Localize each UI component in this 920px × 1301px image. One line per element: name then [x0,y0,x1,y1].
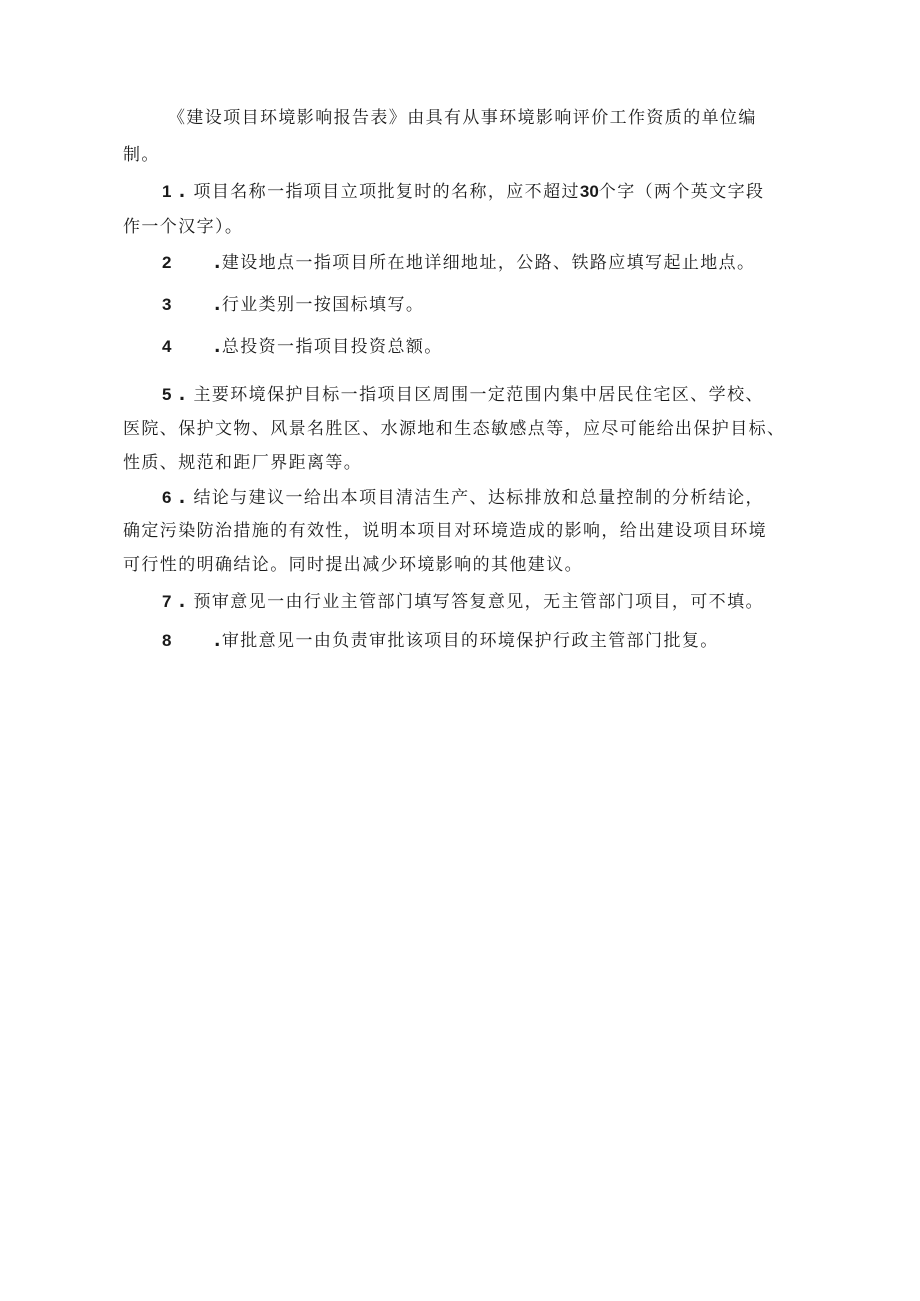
item-2-text: 建设地点一指项目所在地详细地址，公路、铁路应填写起止地点。 [221,253,756,273]
item-4-number: 4 [162,337,172,356]
item-7-line-1 [162,590,862,614]
item-7-separator: . [171,592,187,612]
item-6-number: 6 [162,488,172,507]
item-5-text-1: 主要环境保护目标一指项目区周围一定范围内集中居民住宅区、学校、 [193,385,764,405]
item-4-separator: . [214,337,222,357]
item-4-line-1 [162,335,862,359]
item-6-line-1 [162,486,862,510]
intro-line-1 [168,107,868,130]
item-3-separator: . [214,295,222,315]
item-5-text-2: 医院、保护文物、风景名胜区、水源地和生态敏感点等，应尽可能给出保护目标、 [123,419,786,439]
item-8-text: 审批意见一由负责审批该项目的环境保护行政主管部门批复。 [221,631,719,651]
item-7-text: 预审意见一由行业主管部门填写答复意见，无主管部门项目，可不填。 [193,592,764,612]
item-5-number: 5 [162,385,172,404]
item-2-number: 2 [162,253,172,272]
item-1-number: 1 [162,182,172,201]
item-6-separator: . [171,488,187,508]
item-8-separator: . [214,631,222,651]
item-6-text-1: 结论与建议一给出本项目清洁生产、达标排放和总量控制的分析结论， [193,488,764,508]
item-6-line-3 [123,554,823,577]
item-2-separator: . [214,253,222,273]
item-1-separator: . [171,182,187,202]
intro-text-2: 制。 [123,145,160,165]
item-7-number: 7 [162,592,172,611]
item-1-text-bold: 30 [579,182,599,201]
item-5-separator: . [171,385,187,405]
item-6-text-3: 可行性的明确结论。同时提出减少环境影响的其他建议。 [123,555,583,575]
item-1-text-b: 个字（两个英文字段 [598,182,765,202]
item-3-line-1 [162,293,862,317]
item-5-line-1 [162,383,862,407]
item-1-line-1 [162,180,862,204]
item-3-number: 3 [162,295,172,314]
item-5-line-2 [123,418,823,441]
item-2-line-1 [162,251,862,275]
item-6-text-2: 确定污染防治措施的有效性，说明本项目对环境造成的影响，给出建设项目环境 [123,521,767,541]
item-1-line-2 [123,216,823,239]
item-5-line-3 [123,452,823,475]
item-1-text-a: 项目名称一指项目立项批复时的名称，应不超过 [193,182,580,202]
item-6-line-2 [123,520,823,543]
item-8-line-1 [162,629,862,653]
item-1-text-2: 作一个汉字）。 [123,217,244,237]
item-5-text-3: 性质、规范和距厂界距离等。 [123,453,363,473]
item-3-text: 行业类别一按国标填写。 [221,295,425,315]
item-4-text: 总投资一指项目投资总额。 [221,337,443,357]
item-8-number: 8 [162,631,172,650]
intro-text-1: 《建设项目环境影响报告表》由具有从事环境影响评价工作资质的单位编 [168,108,757,128]
intro-line-2 [123,144,823,167]
